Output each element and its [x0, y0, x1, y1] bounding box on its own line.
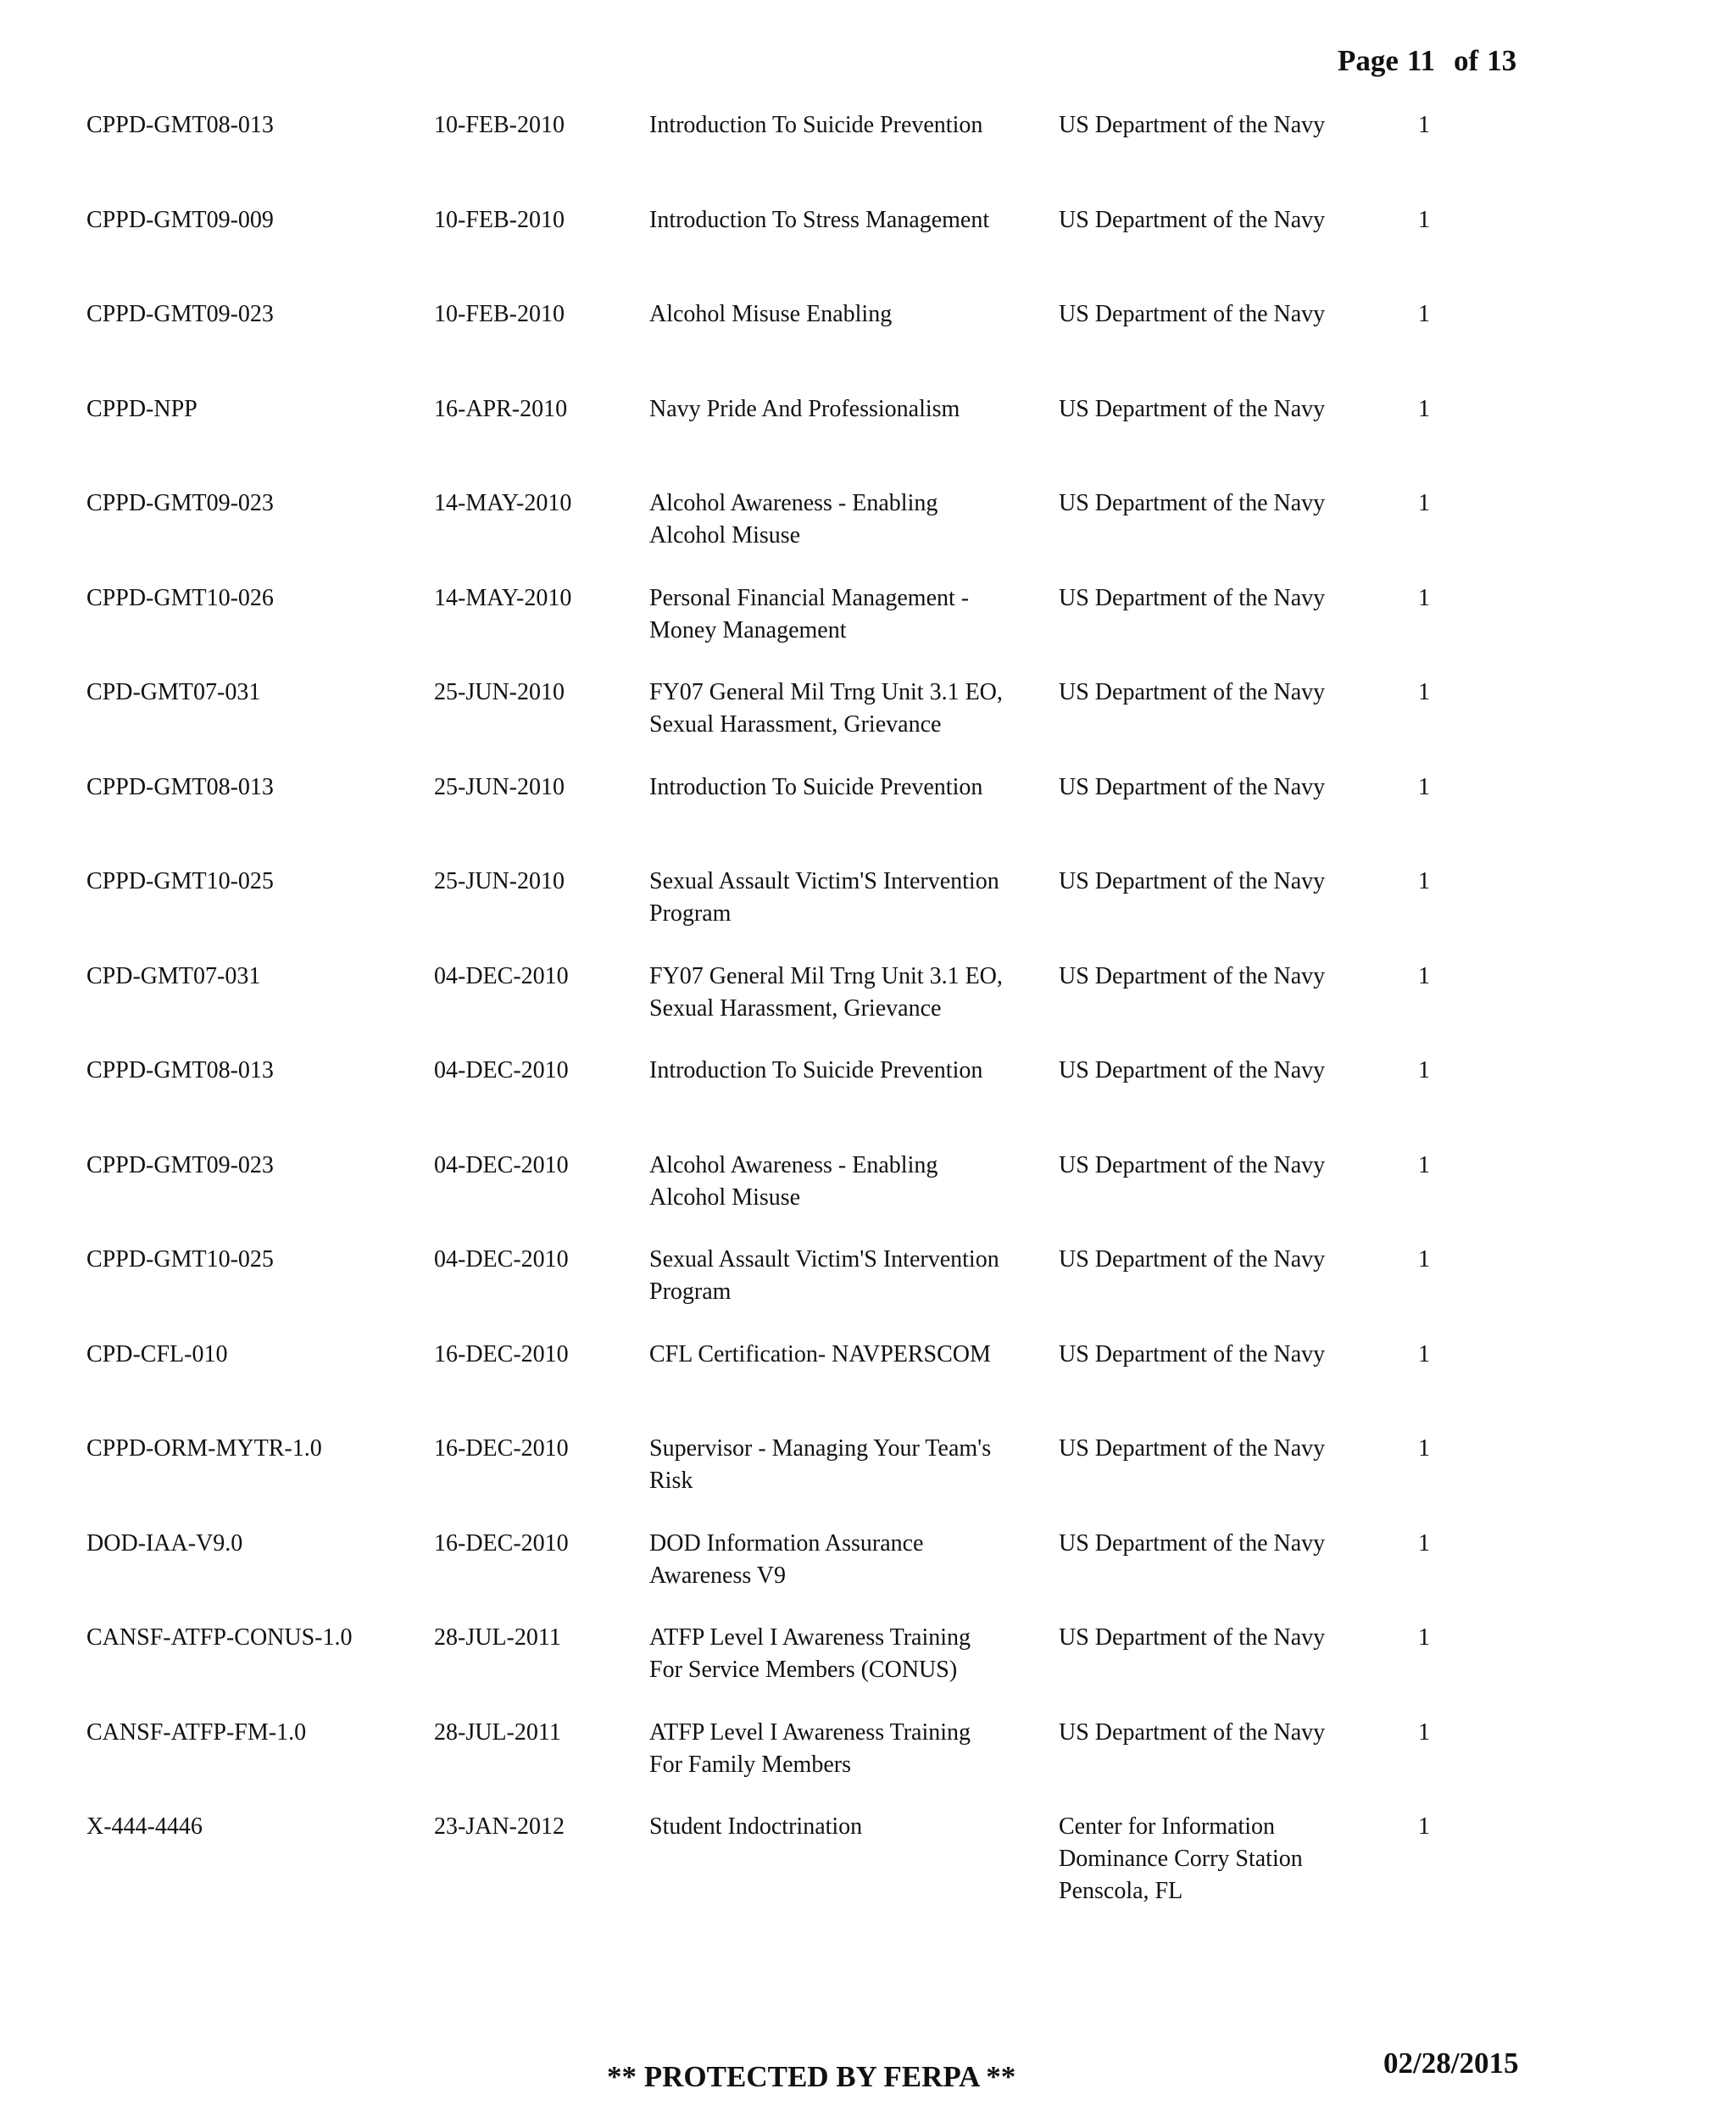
- page-number: 11: [1406, 44, 1435, 77]
- course-title-line: Program: [649, 1278, 732, 1305]
- course-provider-line: US Department of the Navy: [1059, 1246, 1326, 1273]
- course-title: [649, 677, 1056, 741]
- course-title-line: Risk: [649, 1468, 693, 1494]
- course-title-line: Supervisor - Managing Your Team's: [649, 1435, 992, 1462]
- course-provider-line: Dominance Corry Station: [1059, 1846, 1303, 1872]
- course-code: CANSF-ATFP-CONUS-1.0: [86, 1624, 353, 1651]
- completion-date: 16-DEC-2010: [434, 1435, 569, 1462]
- course-title: [649, 1717, 1056, 1781]
- course-title: [649, 1339, 1056, 1371]
- course-provider-line: US Department of the Navy: [1059, 1435, 1326, 1462]
- course-title: [649, 204, 1056, 237]
- course-code: CPPD-GMT08-013: [86, 112, 274, 138]
- completion-date: 28-JUL-2011: [434, 1624, 561, 1651]
- course-title-line: Introduction To Suicide Prevention: [649, 112, 983, 138]
- credit-hours: 1: [1418, 1246, 1430, 1273]
- completion-date: 04-DEC-2010: [434, 962, 569, 989]
- course-code: CPPD-ORM-MYTR-1.0: [86, 1435, 322, 1462]
- credit-hours: 1: [1418, 1435, 1430, 1462]
- credit-hours: 1: [1418, 1340, 1430, 1367]
- credit-hours: 1: [1418, 1151, 1430, 1178]
- course-provider: [1059, 204, 1415, 237]
- course-provider-line: US Department of the Navy: [1059, 395, 1326, 422]
- course-provider-line: Center for Information: [1059, 1813, 1276, 1840]
- course-provider: [1059, 1622, 1415, 1654]
- course-provider-line: US Department of the Navy: [1059, 301, 1326, 327]
- course-title-line: Sexual Assault Victim'S Intervention: [649, 868, 999, 894]
- course-code: CPD-GMT07-031: [86, 962, 261, 989]
- course-title-line: Alcohol Misuse Enabling: [649, 301, 893, 327]
- page-label: Page: [1338, 44, 1399, 77]
- course-provider: [1059, 393, 1415, 426]
- course-title-line: Sexual Harassment, Grievance: [649, 994, 942, 1022]
- course-code: CPPD-GMT09-023: [86, 1151, 274, 1178]
- course-title: [649, 1433, 1056, 1497]
- ferpa-notice: ** PROTECTED BY FERPA **: [607, 2060, 1016, 2093]
- course-title-line: Student Indoctrination: [649, 1813, 863, 1840]
- course-provider-line: US Department of the Navy: [1059, 679, 1326, 705]
- course-code: CPPD-GMT10-025: [86, 1246, 274, 1273]
- credit-hours: 1: [1418, 584, 1430, 611]
- course-title-line: CFL Certification- NAVPERSCOM: [649, 1340, 991, 1367]
- course-code: CANSF-ATFP-FM-1.0: [86, 1718, 307, 1746]
- credit-hours: 1: [1418, 112, 1430, 138]
- credit-hours: 1: [1418, 1057, 1430, 1083]
- course-title: [649, 487, 1056, 552]
- course-title-line: For Service Members (CONUS): [649, 1657, 958, 1683]
- course-title-line: Money Management: [649, 616, 847, 643]
- course-provider-line: US Department of the Navy: [1059, 868, 1326, 894]
- course-provider: [1059, 298, 1415, 331]
- completion-date: 14-MAY-2010: [434, 584, 572, 611]
- course-title-line: Alcohol Misuse: [649, 1184, 801, 1211]
- completion-date: 04-DEC-2010: [434, 1057, 569, 1083]
- course-provider-line: US Department of the Navy: [1059, 206, 1326, 233]
- credit-hours: 1: [1418, 679, 1430, 705]
- course-title-line: DOD Information Assurance: [649, 1529, 924, 1557]
- course-title-line: FY07 General Mil Trng Unit 3.1 EO,: [649, 679, 1003, 705]
- completion-date: 25-JUN-2010: [434, 868, 565, 894]
- credit-hours: 1: [1418, 395, 1430, 422]
- course-title: [649, 109, 1056, 142]
- course-title: [649, 1528, 1056, 1592]
- course-code: DOD-IAA-V9.0: [86, 1529, 243, 1557]
- course-title-line: Introduction To Suicide Prevention: [649, 1057, 983, 1083]
- course-provider-line: US Department of the Navy: [1059, 490, 1326, 516]
- completion-date: 10-FEB-2010: [434, 301, 565, 327]
- completion-date: 10-FEB-2010: [434, 112, 565, 138]
- total-pages: 13: [1487, 44, 1517, 77]
- course-title-line: Alcohol Misuse: [649, 522, 801, 549]
- course-provider: [1059, 866, 1415, 898]
- course-title: [649, 1811, 1056, 1843]
- course-title: [649, 1055, 1056, 1087]
- course-code: CPD-GMT07-031: [86, 679, 261, 705]
- course-code: CPD-CFL-010: [86, 1340, 228, 1367]
- course-title-line: Introduction To Stress Management: [649, 206, 990, 233]
- credit-hours: 1: [1418, 962, 1430, 989]
- course-title: [649, 961, 1056, 1025]
- course-provider-line: US Department of the Navy: [1059, 1151, 1326, 1178]
- course-title-line: For Family Members: [649, 1751, 851, 1778]
- course-provider-line: US Department of the Navy: [1059, 1057, 1326, 1083]
- course-title-line: Sexual Assault Victim'S Intervention: [649, 1246, 999, 1273]
- course-provider-line: US Department of the Navy: [1059, 1340, 1326, 1367]
- course-provider: [1059, 1244, 1415, 1276]
- course-title-line: Awareness V9: [649, 1562, 786, 1589]
- course-title-line: FY07 General Mil Trng Unit 3.1 EO,: [649, 962, 1003, 989]
- course-title-line: Alcohol Awareness - Enabling: [649, 1151, 938, 1178]
- course-title-line: Alcohol Awareness - Enabling: [649, 490, 938, 516]
- course-provider-line: US Department of the Navy: [1059, 773, 1326, 800]
- course-provider-line: US Department of the Navy: [1059, 1624, 1326, 1651]
- course-code: CPPD-GMT09-009: [86, 206, 274, 233]
- print-date: 02/28/2015: [1383, 2047, 1519, 2080]
- course-provider: [1059, 677, 1415, 709]
- course-provider: [1059, 1811, 1415, 1908]
- completion-date: 10-FEB-2010: [434, 206, 565, 233]
- course-provider: [1059, 582, 1415, 615]
- course-code: X-444-4446: [86, 1813, 203, 1840]
- course-provider-line: Penscola, FL: [1059, 1878, 1183, 1904]
- course-provider: [1059, 1150, 1415, 1182]
- completion-date: 25-JUN-2010: [434, 773, 565, 800]
- course-provider: [1059, 771, 1415, 804]
- credit-hours: 1: [1418, 301, 1430, 327]
- course-title: [649, 1150, 1056, 1214]
- course-code: CPPD-GMT08-013: [86, 773, 274, 800]
- course-title: [649, 298, 1056, 331]
- completion-date: 23-JAN-2012: [434, 1813, 565, 1840]
- completion-date: 16-DEC-2010: [434, 1529, 569, 1557]
- credit-hours: 1: [1418, 1813, 1430, 1840]
- of-label: of: [1454, 44, 1479, 77]
- course-provider-line: US Department of the Navy: [1059, 584, 1326, 611]
- course-title-line: Personal Financial Management -: [649, 584, 970, 611]
- course-title: [649, 1622, 1056, 1686]
- course-provider-line: US Department of the Navy: [1059, 1718, 1326, 1746]
- course-title-line: Navy Pride And Professionalism: [649, 395, 960, 422]
- course-title: [649, 582, 1056, 647]
- course-title: [649, 1244, 1056, 1308]
- course-title-line: Sexual Harassment, Grievance: [649, 711, 942, 738]
- credit-hours: 1: [1418, 1718, 1430, 1746]
- course-provider: [1059, 109, 1415, 142]
- credit-hours: 1: [1418, 490, 1430, 516]
- course-title-line: Program: [649, 900, 732, 927]
- credit-hours: 1: [1418, 1529, 1430, 1557]
- page-indicator: [1338, 44, 1516, 78]
- course-code: CPPD-GMT09-023: [86, 301, 274, 327]
- credit-hours: 1: [1418, 206, 1430, 233]
- course-provider: [1059, 1339, 1415, 1371]
- course-provider: [1059, 1528, 1415, 1560]
- completion-date: 28-JUL-2011: [434, 1718, 561, 1746]
- completion-date: 04-DEC-2010: [434, 1246, 569, 1273]
- credit-hours: 1: [1418, 773, 1430, 800]
- completion-date: 25-JUN-2010: [434, 679, 565, 705]
- course-code: CPPD-GMT08-013: [86, 1057, 274, 1083]
- completion-date: 16-APR-2010: [434, 395, 568, 422]
- course-provider: [1059, 487, 1415, 520]
- course-title-line: Introduction To Suicide Prevention: [649, 773, 983, 800]
- course-provider: [1059, 961, 1415, 993]
- course-title: [649, 866, 1056, 930]
- completion-date: 04-DEC-2010: [434, 1151, 569, 1178]
- credit-hours: 1: [1418, 868, 1430, 894]
- course-title-line: ATFP Level I Awareness Training: [649, 1718, 971, 1746]
- course-provider-line: US Department of the Navy: [1059, 112, 1326, 138]
- course-provider-line: US Department of the Navy: [1059, 1529, 1326, 1557]
- course-title-line: ATFP Level I Awareness Training: [649, 1624, 971, 1651]
- course-provider: [1059, 1055, 1415, 1087]
- course-code: CPPD-NPP: [86, 395, 198, 422]
- course-title: [649, 393, 1056, 426]
- completion-date: 14-MAY-2010: [434, 490, 572, 516]
- course-provider: [1059, 1717, 1415, 1749]
- course-code: CPPD-GMT10-025: [86, 868, 274, 894]
- course-provider: [1059, 1433, 1415, 1465]
- course-code: CPPD-GMT10-026: [86, 584, 274, 611]
- course-provider-line: US Department of the Navy: [1059, 962, 1326, 989]
- completion-date: 16-DEC-2010: [434, 1340, 569, 1367]
- credit-hours: 1: [1418, 1624, 1430, 1651]
- course-code: CPPD-GMT09-023: [86, 490, 274, 516]
- course-title: [649, 771, 1056, 804]
